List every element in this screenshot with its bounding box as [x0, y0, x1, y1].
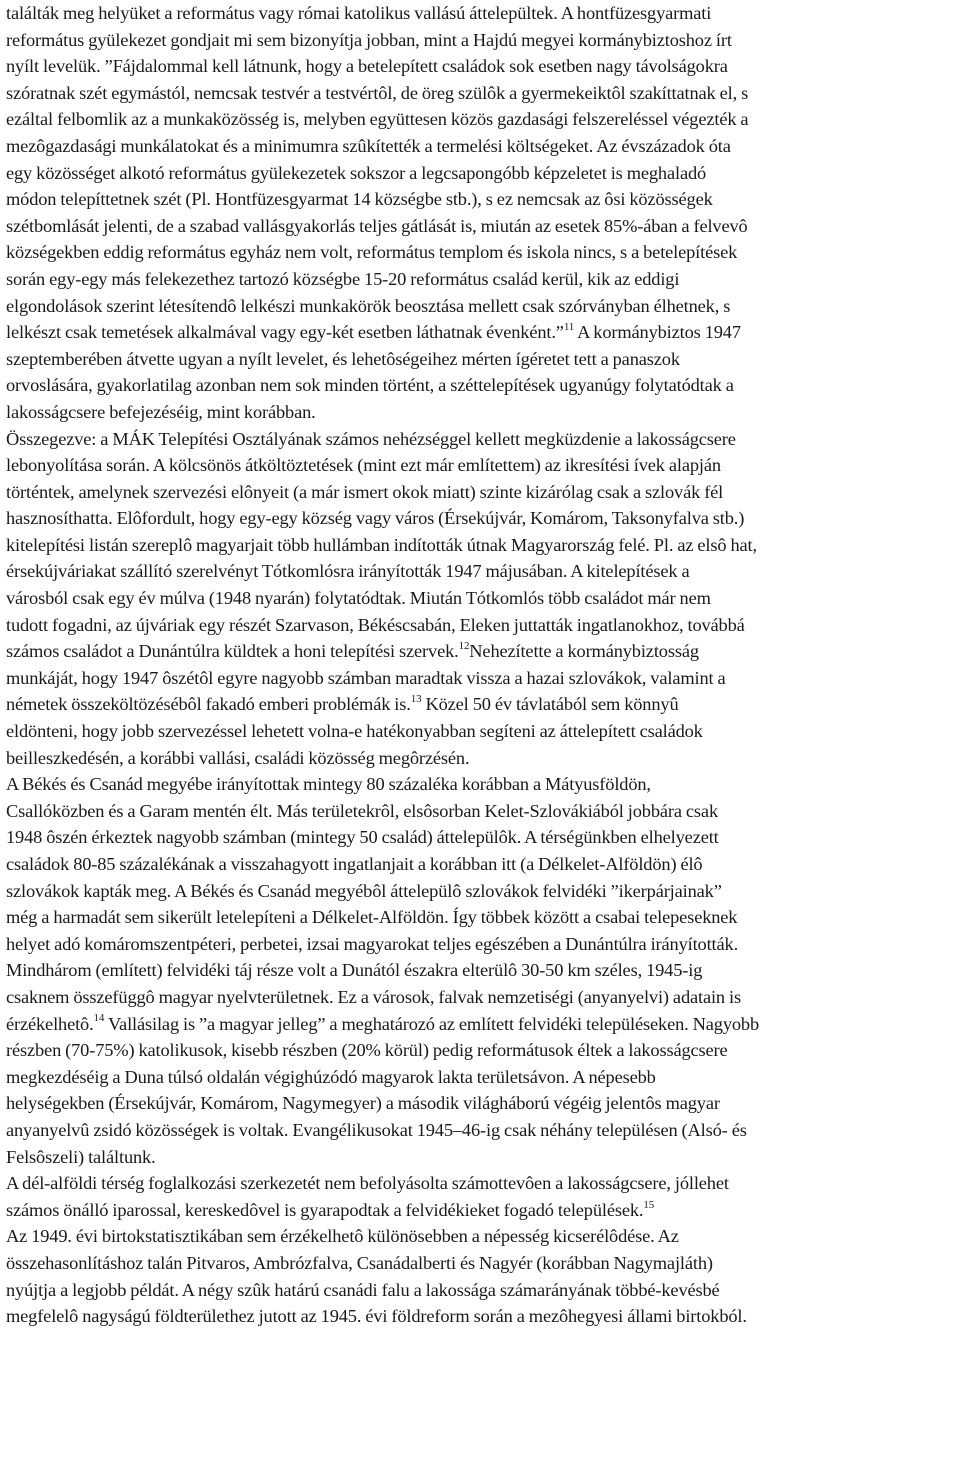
text-line — [6, 957, 956, 984]
text-line — [6, 665, 956, 692]
line-text: eldönteni, hogy jobb szervezéssel lehetett volna-e hatékonyabban segíteni az áttelepített családok — [6, 721, 703, 742]
text-line — [6, 612, 956, 639]
text-line — [6, 452, 956, 479]
line-text: A dél-alföldi térség foglalkozási szerkezetét nem befolyásolta számottevôen a lakosságcsere, jóllehet — [6, 1173, 729, 1194]
document-page — [6, 0, 956, 1330]
line-text-after-footnote: Közel 50 év távlatából sem könnyû — [421, 694, 679, 715]
line-text: részben (70-75%) katolikusok, kisebb részben (20% körül) pedig reformátusok éltek a lakosságcsere — [6, 1040, 728, 1061]
line-text: még a harmadát sem sikerült letelepíteni a Délkelet-Alföldön. Így többek között a csabai telepeseknek — [6, 907, 738, 928]
text-line — [6, 745, 956, 772]
paragraph-p1 — [6, 0, 956, 426]
line-text: szétbomlását jelenti, de a szabad vallásgyakorlás teljes gátlását is, miután az esetek 85%-ában a felvevô — [6, 215, 748, 236]
line-text: Az 1949. évi birtokstatisztikában sem érzékelhetô különösebben a népesség kicserélôdése. Az — [6, 1226, 679, 1247]
line-text: csaknem összefüggô magyar nyelvterületnek. Ez a városok, falvak nemzetiségi (anyanyelvi) adatain is — [6, 986, 741, 1007]
text-line — [6, 27, 956, 54]
text-line — [6, 346, 956, 373]
line-text: németek összeköltözésébôl fakadó emberi problémák is. — [6, 694, 411, 715]
line-text: anyanyelvû zsidó közösségek is voltak. Evangélikusokat 1945–46-ig csak néhány településen (Alsó- és — [6, 1119, 747, 1140]
text-line — [6, 851, 956, 878]
line-text: hasznosíthatta. Elôfordult, hogy egy-egy község vagy város (Érsekújvár, Komárom, Taksonyfalva stb.) — [6, 508, 745, 529]
text-line — [6, 1277, 956, 1304]
text-line — [6, 426, 956, 453]
line-text: A Békés és Csanád megyébe irányítottak mintegy 80 százaléka korábban a Mátyusföldön, — [6, 774, 651, 795]
line-text-after-footnote: Vallásilag is ”a magyar jelleg” a meghatározó az említett felvidéki településeken. Nagyobb — [104, 1013, 760, 1034]
text-line — [6, 1011, 956, 1038]
line-text: Csallóközben és a Garam mentén élt. Más területekrôl, elsôsorban Kelet-Szlovákiából jobbára csak — [6, 800, 718, 821]
line-text: érzékelhetô. — [6, 1013, 94, 1034]
text-line — [6, 585, 956, 612]
line-text: ezáltal felbomlik az a munkaközösség is, melyben együttesen közös gazdasági felszereléssel végezték a — [6, 109, 749, 130]
text-line — [6, 798, 956, 825]
line-text: Összegezve: a MÁK Telepítési Osztályának számos nehézséggel kellett megküzdenie a lakosságcsere — [6, 428, 736, 449]
text-line — [6, 266, 956, 293]
text-line — [6, 1170, 956, 1197]
footnote-marker: 12 — [458, 640, 470, 653]
text-line — [6, 878, 956, 905]
line-text: történtek, amelynek szervezési elônyeit (a már ismert okok miatt) szinte kizárólag csak a szlovák fél — [6, 481, 724, 502]
text-line — [6, 1064, 956, 1091]
text-line — [6, 984, 956, 1011]
text-line — [6, 213, 956, 240]
text-line — [6, 505, 956, 532]
text-line — [6, 771, 956, 798]
line-text-after-footnote: Nehezítette a kormánybiztosság — [469, 641, 699, 662]
paragraph-p5 — [6, 1223, 956, 1329]
line-text: községekben eddig református egyház nem volt, református templom és iskola nincs, s a betelepítések — [6, 242, 738, 263]
line-text: helységekben (Érsekújvár, Komárom, Nagymegyer) a második világháború végéig jelentôs magyar — [6, 1093, 720, 1114]
paragraph-p4 — [6, 1170, 956, 1223]
line-text: egy közösséget alkotó református gyülekezetek sokszor a legcsapongóbb képzeletet is meghaladó — [6, 162, 707, 183]
line-text: összehasonlításhoz talán Pitvaros, Ambrózfalva, Csanádalberti és Nagyér (korábban Nagymajláth) — [6, 1252, 713, 1273]
line-text: megfelelô nagyságú földterülethez jutott az 1945. évi földreform során a mezôhegyesi állami birtokból. — [6, 1306, 747, 1327]
text-line — [6, 160, 956, 187]
footnote-marker: 11 — [563, 321, 575, 333]
line-text: munkáját, hogy 1947 ôszétôl egyre nagyobb számban maradtak vissza a hazai szlovákok, valamint a — [6, 667, 726, 688]
paragraph-p2 — [6, 426, 956, 772]
line-text-after-footnote: A kormánybiztos 1947 — [574, 322, 741, 343]
line-text: helyet adó komáromszentpéteri, perbetei, izsai magyarokat teljes egészében a Dunántúlra irányították. — [6, 933, 739, 954]
line-text: megkezdéséig a Duna túlsó oldalán végighúzódó magyarok lakta területsávon. A népesebb — [6, 1066, 656, 1087]
text-line — [6, 824, 956, 851]
text-line — [6, 638, 956, 665]
text-line — [6, 718, 956, 745]
line-text: szlovákok kapták meg. A Békés és Csanád megyébôl áttelepülô szlovákok felvidéki ”ikerpárjainak” — [6, 880, 722, 901]
text-line — [6, 106, 956, 133]
text-line — [6, 1117, 956, 1144]
text-line — [6, 372, 956, 399]
line-text: orvoslására, gyakorlatilag azonban nem sok minden történt, a széttelepítések ugyanúgy folytatódtak a — [6, 375, 734, 396]
line-text: lelkészt csak temetések alkalmával vagy egy-két esetben láthatnak évenként.” — [6, 322, 564, 343]
paragraph-p3 — [6, 771, 956, 1170]
line-text: lebonyolítása során. A kölcsönös átköltöztetések (mint ezt már említettem) az ikresítési ívek alapján — [6, 455, 721, 476]
line-text: Mindhárom (említett) felvidéki táj része volt a Dunától északra elterülô 30-50 km széles, 1945-ig — [6, 960, 703, 981]
text-line — [6, 904, 956, 931]
text-line — [6, 399, 956, 426]
text-line — [6, 133, 956, 160]
line-text: református gyülekezet gondjait mi sem bizonyítja jobban, mint a Hajdú megyei kormánybiztoshoz írt — [6, 29, 732, 50]
text-line — [6, 532, 956, 559]
text-line — [6, 558, 956, 585]
text-line — [6, 479, 956, 506]
line-text: találták meg helyüket a református vagy római katolikus vallású áttelepültek. A hontfüzesgyarmati — [6, 3, 712, 23]
line-text: módon telepíttetnek szét (Pl. Hontfüzesgyarmat 14 községbe stb.), s ez nemcsak az ôsi közösségek — [6, 189, 713, 210]
line-text: lakosságcsere befejezéséig, mint korábban. — [6, 401, 316, 422]
line-text: tudott fogadni, az újváriak egy részét Szarvason, Békéscsabán, Eleken juttatták ingatlanokhoz, továbbá — [6, 614, 745, 635]
line-text: városból csak egy év múlva (1948 nyarán) folytatódtak. Miután Tótkomlós több családot már nem — [6, 588, 711, 609]
text-line — [6, 239, 956, 266]
footnote-marker: 14 — [93, 1012, 105, 1025]
text-line — [6, 319, 956, 346]
text-line — [6, 691, 956, 718]
text-line — [6, 80, 956, 107]
line-text: mezôgazdasági munkálatokat és a minimumra szûkítették a termelési költségeket. Az évszázadok óta — [6, 135, 731, 156]
text-line — [6, 1144, 956, 1171]
text-line — [6, 0, 956, 27]
line-text: nyílt levelük. ”Fájdalommal kell látnunk, hogy a betelepített családok sok esetben nagy távolságokra — [6, 56, 728, 77]
text-line — [6, 1303, 956, 1330]
line-text: Felsôszeli) találtunk. — [6, 1146, 156, 1167]
line-text: 1948 ôszén érkeztek nagyobb számban (mintegy 50 család) áttelepülôk. A térségünkben elhelyezett — [6, 827, 719, 848]
line-text: beilleszkedésén, a korábbi vallási, családi közösség megôrzésén. — [6, 747, 470, 768]
footnote-marker: 13 — [410, 693, 422, 706]
line-text: szeptemberében átvette ugyan a nyílt levelet, és lehetôségeihez mérten ígéretet tett a panaszok — [6, 348, 680, 369]
footnote-marker: 15 — [643, 1198, 655, 1211]
line-text: elgondolások szerint létesítendô lelkészi munkakörök beosztása mellett csak szórványban élhetnek, s — [6, 295, 731, 316]
text-line — [6, 931, 956, 958]
text-line — [6, 1197, 956, 1224]
line-text: során egy-egy más felekezethez tartozó községbe 15-20 református család kerül, kik az eddigi — [6, 268, 680, 289]
line-text: szóratnak szét egymástól, nemcsak testvér a testvértôl, de öreg szülôk a gyermekeiktôl szakíttatnak el, s — [6, 82, 749, 103]
line-text: számos önálló iparossal, kereskedôvel is gyarapodtak a felvidékieket fogadó települések. — [6, 1199, 644, 1220]
line-text: nyújtja a legjobb példát. A négy szûk határú csanádi falu a lakossága számarányának többé-kevésbé — [6, 1279, 720, 1300]
line-text: kitelepítési listán szereplô magyarjait több hullámban indították útnak Magyarország felé. Pl. az elsô hat, — [6, 534, 757, 555]
text-line — [6, 1090, 956, 1117]
line-text: érsekújváriakat szállító szerelvényt Tótkomlósra irányították 1947 májusában. A kitelepítések a — [6, 561, 690, 582]
line-text: családok 80-85 százalékának a visszahagyott ingatlanjait a korábban itt (a Délkelet-Alföldön) élô — [6, 854, 703, 874]
text-line — [6, 293, 956, 320]
text-line — [6, 1250, 956, 1277]
text-line — [6, 1037, 956, 1064]
line-text: számos családot a Dunántúlra küldtek a honi telepítési szervek. — [6, 641, 459, 662]
text-line — [6, 53, 956, 80]
text-line — [6, 1223, 956, 1250]
text-line — [6, 186, 956, 213]
